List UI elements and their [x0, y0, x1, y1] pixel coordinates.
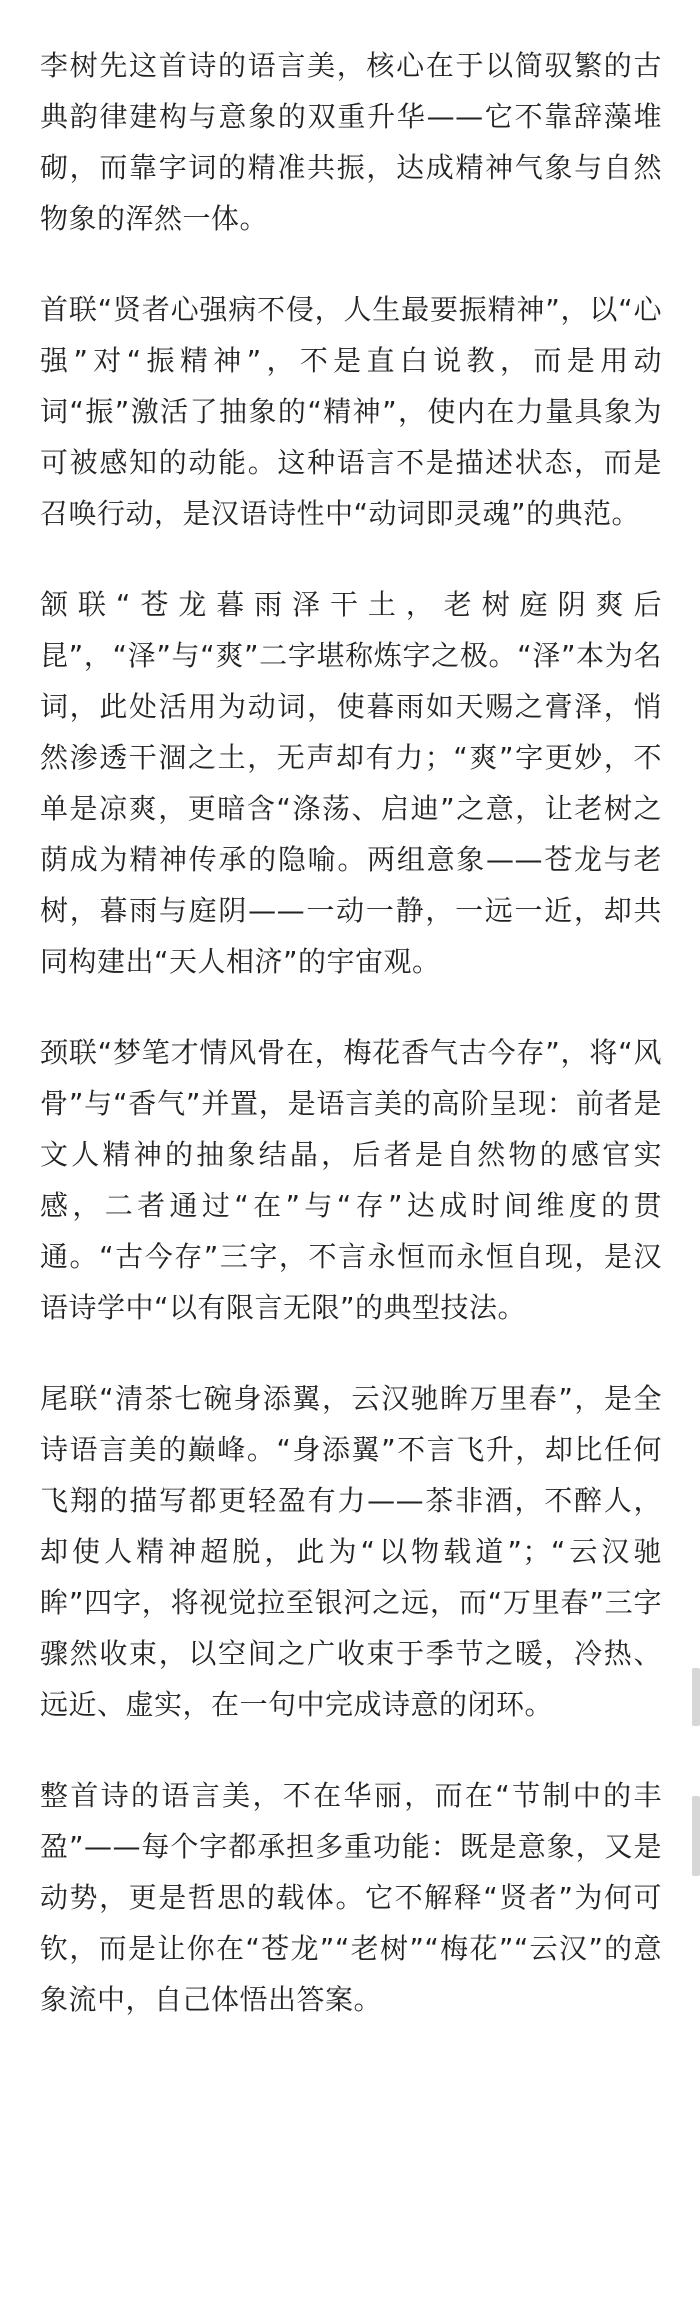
- paragraph-conclusion: 整首诗的语言美，不在华丽，而在“节制中的丰盈”——每个字都承担多重功能：既是意象，又是动势，更是哲思的载体。它不解释“贤者”为何可钦，而是让你在“苍龙”“老树”“梅花”“云汉”的意象流中，自己体悟出答案。: [40, 1779, 662, 2016]
- paragraph-third-couplet: 颈联“梦笔才情风骨在，梅花香气古今存”，将“风骨”与“香气”并置，是语言美的高阶呈现：前者是文人精神的抽象结晶，后者是自然物的感官实感，二者通过“在”与“存”达成时间维度的贯通。“古今存”三字，不言永恒而永恒自现，是汉语诗学中“以有限言无限”的典型技法。: [40, 1036, 662, 1324]
- article-body: [40, 40, 662, 2025]
- paragraph-second-couplet: 颔联“苍龙暮雨泽干土，老树庭阴爽后昆”，“泽”与“爽”二字堪称炼字之极。“泽”本为名词，此处活用为动词，使暮雨如天赐之膏泽，悄然渗透干涸之土，无声却有力；“爽”字更妙，不单是凉爽，更暗含“涤荡、启迪”之意，让老树之荫成为精神传承的隐喻。两组意象——苍龙与老树，暮雨与庭阴——一动一静，一远一近，却共同构建出“天人相济”的宇宙观。: [40, 588, 662, 978]
- paragraph-first-couplet: 首联“贤者心强病不侵，人生最要振精神”，以“心强”对“振精神”，不是直白说教，而是用动词“振”激活了抽象的“精神”，使内在力量具象为可被感知的动能。这种语言不是描述状态，而是召唤行动，是汉语诗性中“动词即灵魂”的典范。: [40, 293, 662, 530]
- paragraph-final-couplet: 尾联“清茶七碗身添翼，云汉驰眸万里春”，是全诗语言美的巅峰。“身添翼”不言飞升，却比任何飞翔的描写都更轻盈有力——茶非酒，不醉人，却使人精神超脱，此为“以物载道”；“云汉驰眸”四字，将视觉拉至银河之远，而“万里春”三字骤然收束，以空间之广收束于季节之暖，冷热、远近、虚实，在一句中完成诗意的闭环。: [40, 1382, 662, 1721]
- scroll-edge-indicator: [692, 1796, 700, 1876]
- scroll-edge-indicator: [692, 1668, 700, 1726]
- paragraph-intro: 李树先这首诗的语言美，核心在于以简驭繁的古典韵律建构与意象的双重升华——它不靠辞藻堆砌，而靠字词的精准共振，达成精神气象与自然物象的浑然一体。: [40, 49, 662, 235]
